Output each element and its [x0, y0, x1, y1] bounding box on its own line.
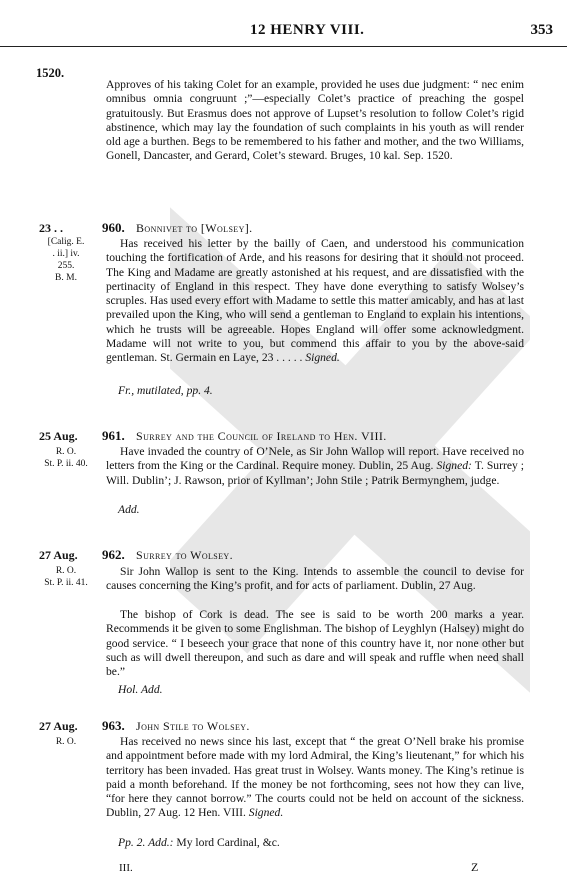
year-label: 1520.	[36, 66, 65, 80]
running-title: 12 HENRY VIII.	[250, 22, 365, 38]
entry-title: Surrey and the Council of Ireland to Hen. VIII.	[136, 429, 387, 443]
entry-title: Bonnivet to [Wolsey].	[136, 221, 253, 235]
note-address-label: Add.:	[148, 836, 174, 849]
margin-line: R. O.	[55, 737, 77, 747]
signatories: T. Surrey ; Will. Dublin’; J. Rawson, prior of Kyllman’; John Stile ; Patrik Bermynghem, judge.	[106, 459, 525, 487]
page-header	[0, 22, 567, 47]
intro-paragraph	[106, 78, 524, 164]
note-address: My lord Cardinal, &c.	[176, 836, 280, 849]
entry-body	[106, 237, 524, 366]
entry-note: Fr., mutilated, pp. 4.	[118, 384, 213, 397]
margin-line: St. P. ii. 41.	[44, 578, 88, 588]
entry-body-text: Has received his letter by the bailly of Caen, and understood his communication touching the fortification of Arde, and his reasons for desiring that it should not proceed. The King and Madame are greatly astonished at his request, and are dissatisfied with the pertinacity of England in this respect. They have done everything to satisfy Wolsey’s scruples. Has used every effort with Madame to settle this matter amicably, and has at last prevailed upon the King, who will send a gentleman to England to explain his intentions, which he trusts will be agreeable. Hopes England will offer some acknowledgment. Madame will not write to you, but commend this affair to you by the above-said gentleman. St. Germain en Laye, 23 . . . . .	[106, 237, 524, 365]
signed-mark: Signed.	[248, 806, 284, 820]
signed-mark: Signed.	[305, 351, 340, 365]
entry-note: Hol. Add.	[118, 683, 163, 696]
margin-line: St. P. ii. 40.	[44, 459, 88, 469]
margin-line: [Calig. E.	[47, 237, 85, 247]
entry-note: Add.	[118, 503, 140, 516]
page-number: 353	[530, 22, 553, 38]
entry-body	[106, 735, 524, 821]
margin-reference	[36, 736, 96, 748]
entry-number: 960.	[102, 220, 125, 235]
signed-mark: Signed:	[436, 459, 472, 473]
margin-reference	[36, 446, 96, 470]
margin-line: . ii.] iv.	[52, 249, 80, 259]
margin-line: R. O.	[55, 447, 77, 457]
entry-title: John Stile to Wolsey.	[136, 719, 250, 733]
entry-body-continued: The bishop of Cork is dead. The see is said to be worth 200 marks a year. Recommends it be given to some Englishman. The bishop of Leyghlyn (Halsey) might do good service. “ I beseech your grace that none of this country have it, nor none other but such as will dwell thereupon, and such as dare and will speak and ruffle when need shall be.”	[106, 608, 524, 679]
entry-number: 962.	[102, 547, 125, 562]
entry-title: Surrey to Wolsey.	[136, 548, 233, 562]
entry-note	[118, 836, 536, 849]
entry-date: 25 Aug.	[39, 429, 78, 443]
entry-number: 961.	[102, 428, 125, 443]
entry-date: 27 Aug.	[39, 548, 78, 562]
margin-line: R. O.	[55, 566, 77, 576]
signature-mark-left: III.	[119, 862, 133, 874]
margin-line: 255.	[57, 261, 75, 271]
entry-date: 23 . .	[39, 221, 63, 235]
entry-body: Sir John Wallop is sent to the King. Intends to assemble the council to devise for causes concerning the King’s profit, and for acts of parliament. Dublin, 27 Aug.	[106, 565, 524, 593]
entry-body-text: Have invaded the country of O’Nele, as Sir John Wallop will report. Have received no letters from the King or the Cardinal. Require money. Dublin, 25 Aug.	[106, 445, 524, 473]
intro-text: Approves of his taking Colet for an example, provided he uses due judgment: “ nec enim omnibus omnia congruunt ;”—especially Colet’s practice of preaching the gospel gratuitously. But Erasmus does not approve of Lupset’s resolution to follow Colet’s rigid abstinence, which may lay the foundation of such complaints in his youth as will render old age a burthen. Begs to be remembered to his father and mother, and the two Williams, Gonell, Dancaster, and Gerard, Colet’s steward. Bruges, 10 kal. Sep. 1520.	[106, 78, 524, 163]
margin-reference	[36, 565, 96, 589]
margin-reference	[36, 236, 96, 284]
entry-number: 963.	[102, 718, 125, 733]
note-pages: Pp. 2.	[118, 836, 146, 849]
entry-date: 27 Aug.	[39, 719, 78, 733]
entry-body-text: Has received no news since his last, except that “ the great O’Nell brake his promise and appointment before made with my lord Admiral, the King’s lieutenant,” for which his territory has been invaded. Has great trust in Wolsey. Wants money. The King’s retinue is paid a month beforehand. If the money be not forthcoming, sees not how they can live, “for here they cannot borrow.” The courts could not be held on account of the sickness. Dublin, 27 Aug. 12 Hen. VIII.	[106, 735, 524, 820]
margin-line: B. M.	[55, 273, 77, 283]
signature-mark-right: Z	[471, 860, 479, 874]
entry-body	[106, 445, 524, 488]
